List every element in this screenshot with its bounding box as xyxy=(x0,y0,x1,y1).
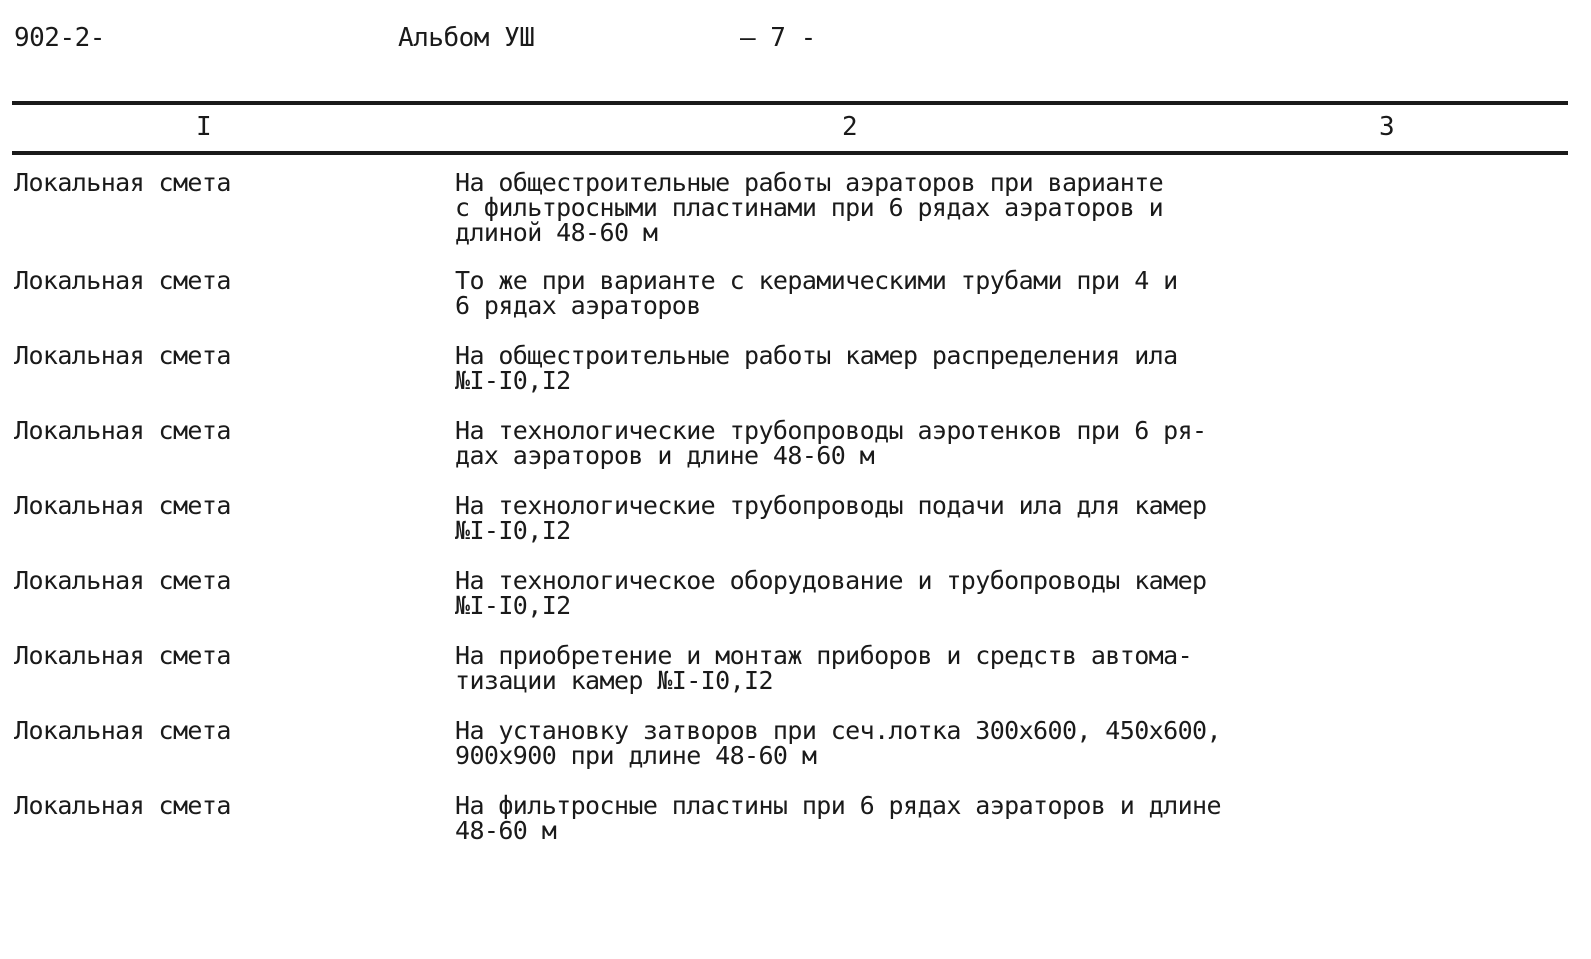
row-type: Локальная смета xyxy=(14,416,231,445)
row-description: На технологические трубопроводы аэротенков при 6 ря- дах аэраторов и длине 48-60 м xyxy=(455,416,1207,470)
column-number-1: I xyxy=(196,112,212,142)
table-row xyxy=(0,493,1591,568)
column-number-2: 2 xyxy=(842,112,858,142)
row-description: На общестроительные работы камер распределения ила №I-I0,I2 xyxy=(455,341,1178,395)
table-row xyxy=(0,793,1591,868)
table-top-rule xyxy=(12,101,1568,105)
table-row xyxy=(0,643,1591,718)
row-description: На технологические трубопроводы подачи ила для камер №I-I0,I2 xyxy=(455,491,1207,545)
page-number: – 7 - xyxy=(740,23,816,53)
document-code: 902-2- xyxy=(14,23,105,53)
row-type: Локальная смета xyxy=(14,566,231,595)
row-type: Локальная смета xyxy=(14,266,231,295)
table-row xyxy=(0,418,1591,493)
row-description: На фильтросные пластины при 6 рядах аэраторов и длине 48-60 м xyxy=(455,791,1221,845)
table-row xyxy=(0,343,1591,418)
row-description: На приобретение и монтаж приборов и средств автома- тизации камер №I-I0,I2 xyxy=(455,641,1193,695)
row-description: То же при варианте с керамическими трубами при 4 и 6 рядах аэраторов xyxy=(455,266,1178,320)
table-header-rule xyxy=(12,151,1568,155)
album-label: Альбом УШ xyxy=(398,23,535,53)
row-type: Локальная смета xyxy=(14,341,231,370)
row-type: Локальная смета xyxy=(14,716,231,745)
table-row xyxy=(0,568,1591,643)
table-row xyxy=(0,268,1591,343)
row-description: На установку затворов при сеч.лотка 300х600, 450х600, 900х900 при длине 48-60 м xyxy=(455,716,1221,770)
row-description: На технологическое оборудование и трубопроводы камер №I-I0,I2 xyxy=(455,566,1207,620)
row-type: Локальная смета xyxy=(14,641,231,670)
table-row xyxy=(0,718,1591,793)
row-description: На общестроительные работы аэраторов при варианте с фильтросными пластинами при 6 рядах аэраторов и длиной 48-60 м xyxy=(455,168,1164,247)
row-type: Локальная смета xyxy=(14,168,231,197)
row-type: Локальная смета xyxy=(14,791,231,820)
column-number-3: 3 xyxy=(1379,112,1395,142)
table-body xyxy=(0,170,1591,868)
table-row xyxy=(0,170,1591,268)
row-type: Локальная смета xyxy=(14,491,231,520)
